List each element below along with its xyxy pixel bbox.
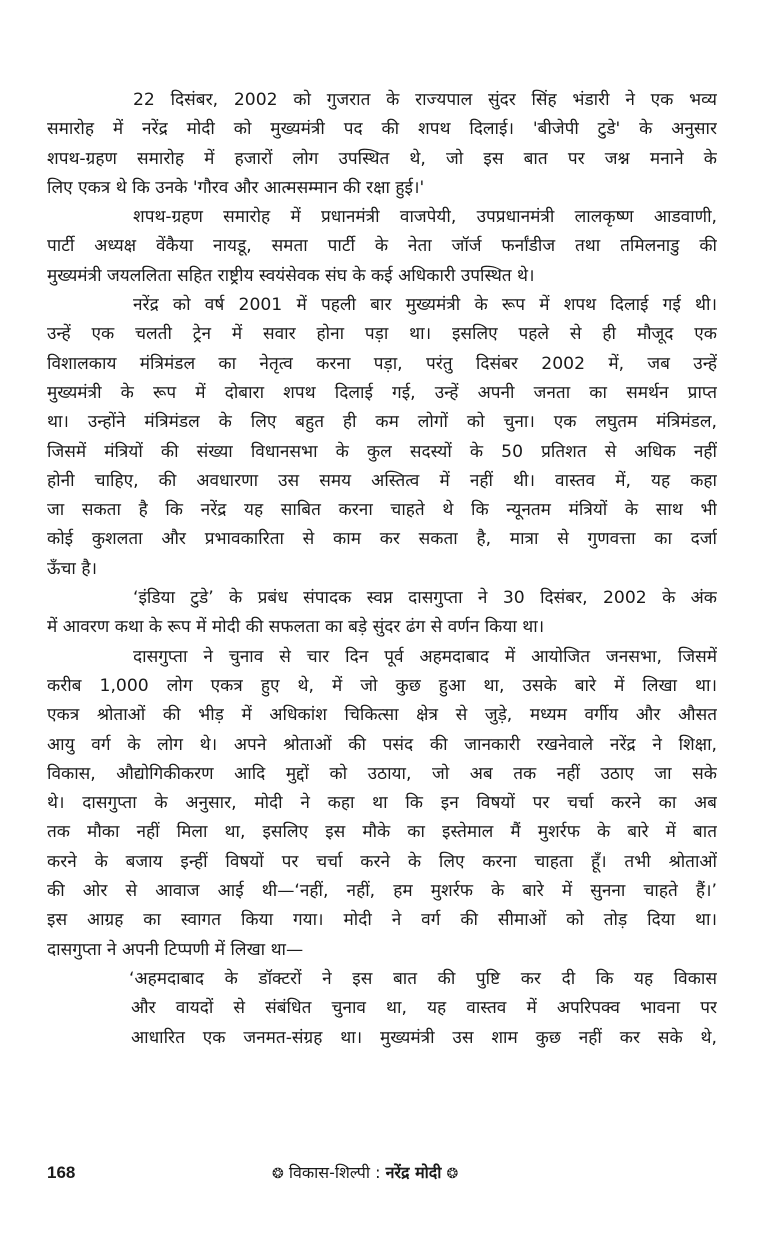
text-line: होनी चाहिए, की अवधारणा उस समय अस्तित्व में नहीं थी। वास्तव में, यह कहा (47, 470, 717, 491)
page-footer (47, 1160, 717, 1186)
text-line: करने के बजाय इन्हीं विषयों पर चर्चा करने के लिए करना चाहता हूँ। तभी श्रोताओं (47, 851, 717, 872)
ornament-right-icon: ❂ (446, 1166, 459, 1182)
paragraph (47, 643, 717, 965)
quote-line: और वायदों से संबंधित चुनाव था, यह वास्तव में अपरिपक्व भावना पर (131, 998, 717, 1019)
paragraph (47, 203, 717, 291)
text-line: मुख्यमंत्री जयललिता सहित राष्ट्रीय स्वयंसेवक संघ के कई अधिकारी उपस्थित थे। (47, 265, 535, 286)
text-line: की ओर से आवाज आई थी—‘नहीं, नहीं, हम मुशर्रफ के बारे में सुनना चाहते हैं।’ (47, 881, 717, 902)
text-line: दासगुप्ता ने चुनाव से चार दिन पूर्व अहमदाबाद में आयोजित जनसभा, जिसमें (133, 646, 717, 667)
text-line: दासगुप्ता ने अपनी टिप्पणी में लिखा था— (47, 939, 304, 960)
page-number: 168 (47, 1163, 76, 1182)
text-line: 22 दिसंबर, 2002 को गुजरात के राज्यपाल सुंदर सिंह भंडारी ने एक भव्य (133, 90, 717, 110)
quote-line: ‘अहमदाबाद के डॉक्टरों ने इस बात की पुष्टि कर दी कि यह विकास (129, 968, 717, 989)
quote-line: आधारित एक जनमत-संग्रह था। मुख्यमंत्री उस शाम कुछ नहीं कर सके थे, (131, 1027, 717, 1048)
text-line: उन्हें एक चलती ट्रेन में सवार होना पड़ा था। इसलिए पहले से ही मौजूद एक (47, 324, 717, 345)
text-line: कोई कुशलता और प्रभावकारिता से काम कर सकता है, मात्रा से गुणवत्ता का दर्जा (47, 529, 717, 550)
text-line: ऊँचा है। (47, 558, 97, 579)
text-line: ‘इंडिया टुडे’ के प्रबंध संपादक स्वप्न दासगुप्ता ने 30 दिसंबर, 2002 के अंक (133, 588, 717, 609)
running-title (272, 1160, 458, 1187)
text-line: मुख्यमंत्री के रूप में दोबारा शपथ दिलाई गई, उन्हें अपनी जनता का समर्थन प्राप्त (47, 382, 717, 403)
text-line: विकास, औद्योगिकीकरण आदि मुद्दों को उठाया, जो अब तक नहीं उठाए जा सके (47, 763, 717, 784)
text-line: समारोह में नरेंद्र मोदी को मुख्यमंत्री पद की शपथ दिलाई। 'बीजेपी टुडे' के अनुसार (47, 119, 717, 140)
text-line: नरेंद्र को वर्ष 2001 में पहली बार मुख्यमंत्री के रूप में शपथ दिलाई गई थी। (133, 295, 717, 316)
text-line: आयु वर्ग के लोग थे। अपने श्रोताओं की पसंद की जानकारी रखनेवाले नरेंद्र ने शिक्षा, (47, 734, 717, 755)
text-line: इस आग्रह का स्वागत किया गया। मोदी ने वर्ग की सीमाओं को तोड़ दिया था। (47, 910, 717, 931)
text-line: शपथ-ग्रहण समारोह में प्रधानमंत्री वाजपेयी, उपप्रधानमंत्री लालकृष्ण आडवाणी, (133, 207, 717, 228)
text-line: जिसमें मंत्रियों की संख्या विधानसभा के कुल सदस्यों के 50 प्रतिशत से अधिक नहीं (47, 441, 717, 462)
text-line: थे। दासगुप्ता के अनुसार, मोदी ने कहा था कि इन विषयों पर चर्चा करने का अब (47, 793, 717, 814)
text-line: था। उन्होंने मंत्रिमंडल के लिए बहुत ही कम लोगों को चुना। एक लघुतम मंत्रिमंडल, (47, 412, 717, 433)
paragraph (47, 291, 717, 584)
page-body (47, 86, 717, 1053)
paragraph (47, 86, 717, 203)
text-line: एकत्र श्रोताओं की भीड़ में अधिकांश चिकित्सा क्षेत्र से जुड़े, मध्यम वर्गीय और औसत (47, 705, 717, 726)
text-line: लिए एकत्र थे कि उनके 'गौरव और आत्मसम्मान की रक्षा हुई।' (47, 177, 425, 198)
text-line: में आवरण कथा के रूप में मोदी की सफलता का बड़े सुंदर ढंग से वर्णन किया था। (47, 617, 545, 638)
text-line: तक मौका नहीं मिला था, इसलिए इस मौके का इस्तेमाल मैं मुशर्रफ के बारे में बात (47, 822, 717, 843)
text-line: जा सकता है कि नरेंद्र यह साबित करना चाहते थे कि न्यूनतम मंत्रियों के साथ भी (47, 500, 717, 521)
text-line: विशालकाय मंत्रिमंडल का नेतृत्व करना पड़ा, परंतु दिसंबर 2002 में, जब उन्हें (47, 353, 717, 374)
book-title: विकास-शिल्पी : (288, 1163, 386, 1182)
ornament-left-icon: ❂ (272, 1166, 284, 1182)
paragraph (47, 584, 717, 643)
text-line: शपथ-ग्रहण समारोह में हजारों लोग उपस्थित थे, जो इस बात पर जश्न मनाने के (47, 148, 717, 169)
block-quote (47, 965, 717, 1053)
book-subject: नरेंद्र मोदी (385, 1163, 442, 1182)
text-line: करीब 1,000 लोग एकत्र हुए थे, में जो कुछ हुआ था, उसके बारे में लिखा था। (47, 675, 717, 696)
text-line: पार्टी अध्यक्ष वेंकैया नायडू, समता पार्टी के नेता जॉर्ज फर्नांडीज तथा तमिलनाडु की (47, 236, 717, 257)
